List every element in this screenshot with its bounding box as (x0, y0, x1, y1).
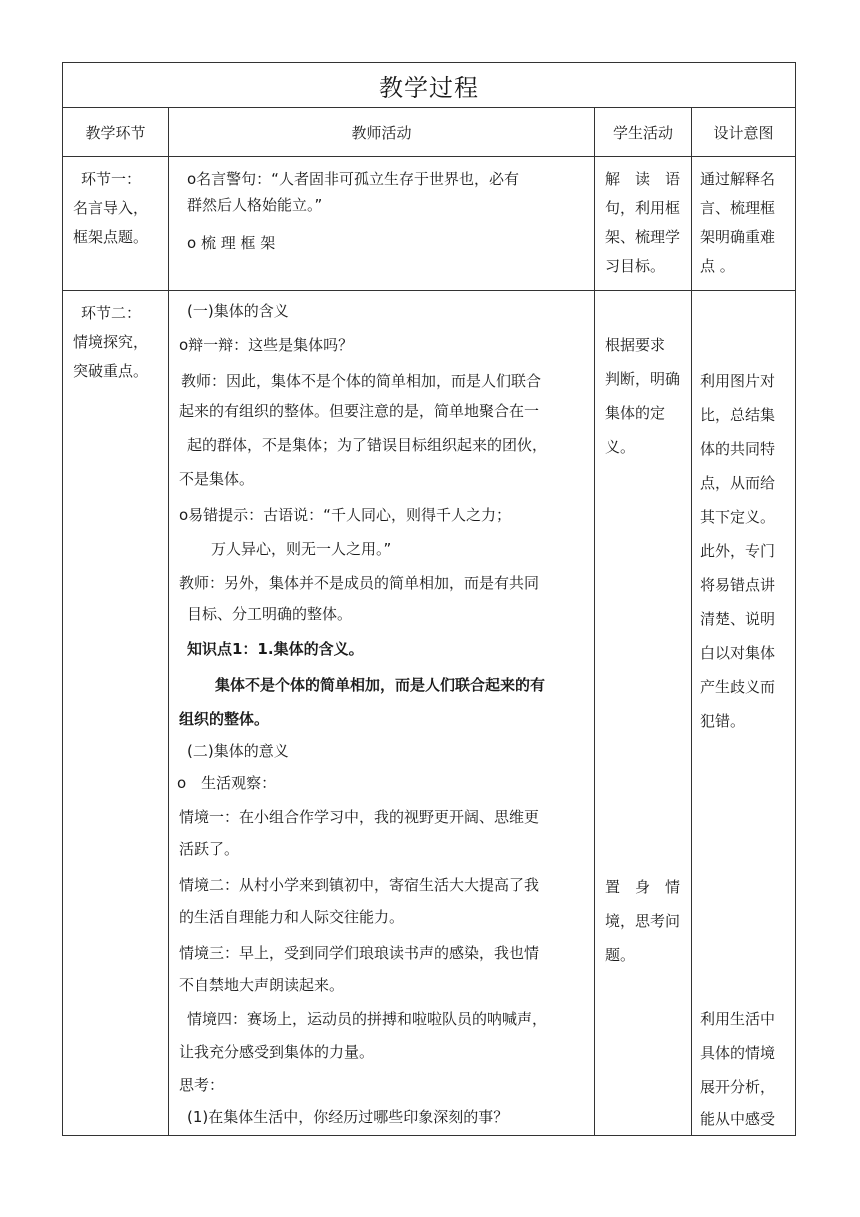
teacher-line: 目标、分工明确的整体。 (187, 605, 353, 623)
design-line: 其下定义。 (700, 508, 776, 526)
stage-line: 环节一： (81, 170, 142, 188)
teacher-line: 教师：另外，集体并不是成员的简单相加，而是有共同 (179, 574, 540, 592)
student-line: 判断，明确 (605, 370, 681, 388)
student-line: 题。 (605, 946, 636, 964)
student-line: 境，思考问 (605, 912, 681, 930)
teacher-line: o易错提示：古语说：“千人同心，则得千人之力； (179, 506, 511, 524)
teacher-line: 让我充分感受到集体的力量。 (179, 1043, 375, 1061)
design-line: 犯错。 (700, 712, 746, 730)
teacher-line: 思考： (179, 1076, 225, 1094)
design-cell (692, 157, 796, 291)
student-line: 句，利用框 (605, 199, 681, 217)
teacher-line: 万人异心，则无一人之用。” (211, 540, 392, 558)
student-line: 义。 (605, 438, 636, 456)
teacher-line: 情境三：早上，受到同学们琅琅读书声的感染，我也情 (179, 944, 540, 962)
student-line: 置 身 情 (605, 878, 681, 896)
design-line: 展开分析， (700, 1078, 776, 1096)
table-row (63, 157, 796, 291)
design-line: 比，总结集 (700, 406, 776, 424)
teacher-line: 不自禁地大声朗读起来。 (179, 976, 345, 994)
header-stage: 教学环节 (63, 108, 169, 157)
student-cell (595, 291, 692, 1136)
teacher-cell (169, 157, 595, 291)
design-line: 产生歧义而 (700, 678, 776, 696)
teacher-line: (1)在集体生活中，你经历过哪些印象深刻的事？ (187, 1108, 509, 1126)
design-line: 将易错点讲 (700, 576, 776, 594)
teaching-process-table (62, 62, 796, 1136)
student-line: 集体的定 (605, 404, 666, 422)
teacher-line: o名言警句：“人者固非可孤立生存于世界也，必有 (187, 170, 519, 188)
teacher-line: 教师：因此，集体不是个体的简单相加，而是人们联合 (181, 372, 542, 390)
teacher-line: o 梳 理 框 架 (187, 234, 276, 252)
knowledge-point-text: 组织的整体。 (179, 710, 270, 728)
teacher-line: 情境四：赛场上，运动员的拼搏和啦啦队员的呐喊声， (187, 1010, 548, 1028)
teacher-line: 不是集体。 (179, 470, 255, 488)
table-title: 教学过程 (63, 63, 796, 108)
design-line: 清楚、说明 (700, 610, 776, 628)
teacher-line: (一)集体的含义 (187, 302, 289, 320)
design-line: 能从中感受 (700, 1110, 776, 1128)
teacher-line: 起来的有组织的整体。但要注意的是，简单地聚合在一 (179, 402, 540, 420)
student-line: 架、梳理学 (605, 228, 681, 246)
stage-line: 框架点题。 (73, 228, 149, 246)
student-line: 根据要求 (605, 336, 666, 354)
knowledge-point-heading: 知识点1：1.集体的含义。 (187, 640, 364, 658)
design-line: 点 。 (700, 257, 735, 275)
stage-cell (63, 291, 169, 1136)
teacher-cell (169, 291, 595, 1136)
design-cell (692, 291, 796, 1136)
student-line: 解 读 语 (605, 170, 681, 188)
student-line: 习目标。 (605, 257, 666, 275)
design-line: 白以对集体 (700, 644, 776, 662)
design-line: 利用生活中 (700, 1010, 776, 1028)
header-student: 学生活动 (595, 108, 692, 157)
stage-line: 突破重点。 (73, 362, 149, 380)
teacher-line: 起的群体，不是集体；为了错误目标组织起来的团伙， (187, 436, 548, 454)
teacher-line: 情境二：从村小学来到镇初中，寄宿生活大大提高了我 (179, 876, 540, 894)
lesson-plan-page (62, 62, 795, 1136)
teacher-line: 情境一：在小组合作学习中，我的视野更开阔、思维更 (179, 808, 540, 826)
teacher-line: (二)集体的意义 (187, 742, 289, 760)
stage-line: 情境探究， (73, 333, 149, 351)
header-design: 设计意图 (692, 108, 796, 157)
design-line: 此外，专门 (700, 542, 776, 560)
knowledge-point-text: 集体不是个体的简单相加，而是人们联合起来的有 (215, 676, 546, 694)
teacher-line: 的生活自理能力和人际交往能力。 (179, 908, 405, 926)
stage-line: 名言导入， (73, 199, 149, 217)
student-cell (595, 157, 692, 291)
teacher-line: o辩一辩：这些是集体吗？ (179, 336, 354, 354)
table-row (63, 291, 796, 1136)
design-line: 点，从而给 (700, 474, 776, 492)
teacher-line: 群然后人格始能立。” (187, 196, 323, 214)
stage-cell (63, 157, 169, 291)
header-row (63, 108, 796, 157)
design-line: 具体的情境 (700, 1044, 776, 1062)
teacher-line: 活跃了。 (179, 840, 240, 858)
stage-line: 环节二： (81, 304, 142, 322)
design-line: 言、梳理框 (700, 199, 776, 217)
header-teacher: 教师活动 (169, 108, 595, 157)
design-line: 体的共同特 (700, 440, 776, 458)
design-line: 利用图片对 (700, 372, 776, 390)
design-line: 通过解释名 (700, 170, 776, 188)
design-line: 架明确重难 (700, 228, 776, 246)
teacher-line: o 生活观察： (177, 774, 277, 792)
